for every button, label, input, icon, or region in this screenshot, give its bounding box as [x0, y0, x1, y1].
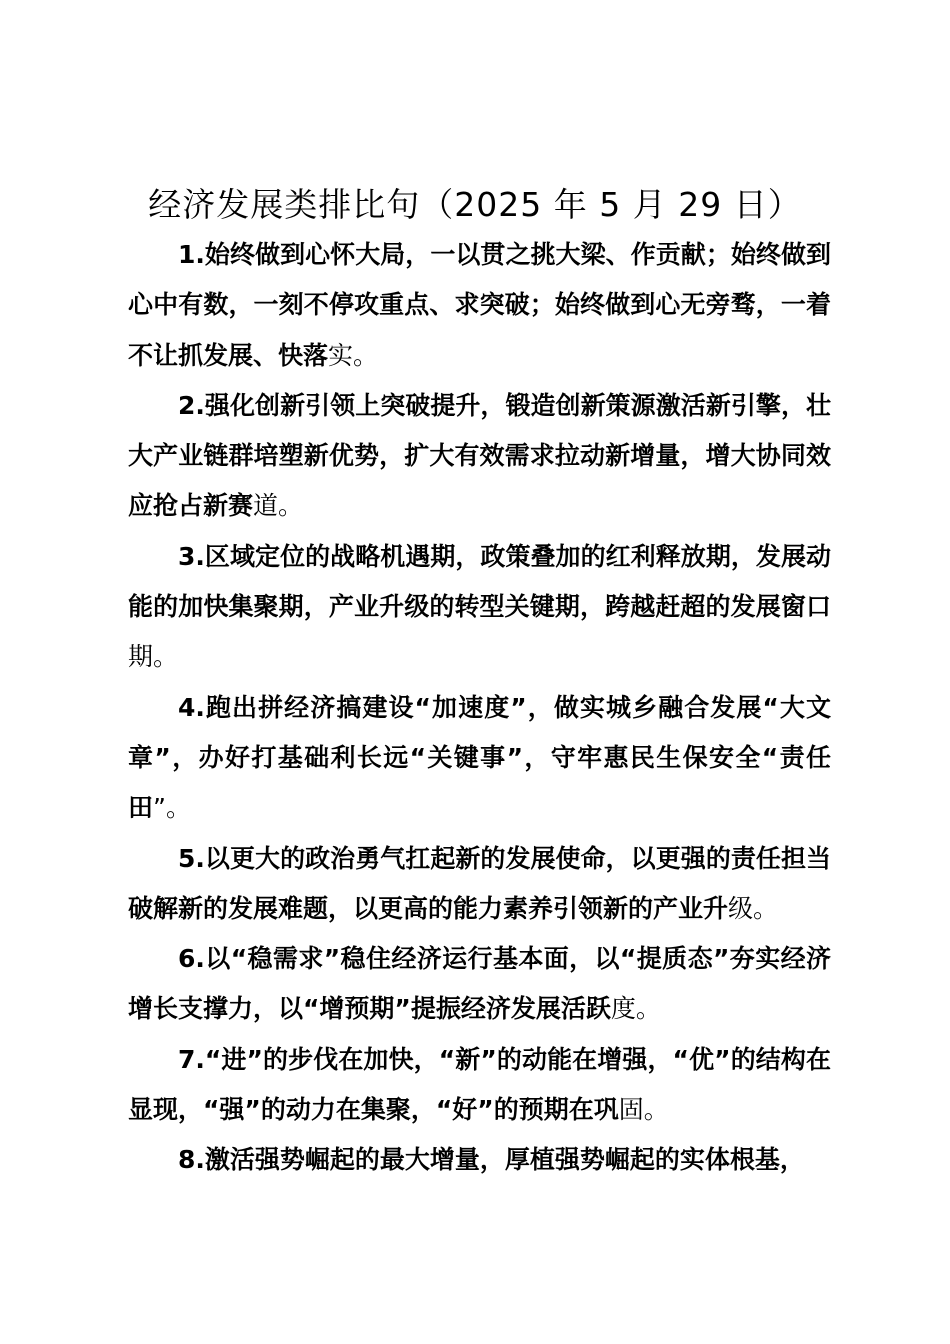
paragraph-ending: 度。 — [610, 994, 661, 1024]
paragraph-ending: 级。 — [728, 893, 779, 923]
paragraph-ending: 期。 — [128, 642, 179, 672]
paragraph-text: 1.始终做到心怀大局，一以贯之挑大梁、作贡献；始终做到心中有数，一刻不停攻重点、求突破；始终做到心无旁骛，一着不让抓发展、快落 — [128, 240, 831, 370]
document-title: 经济发展类排比句（2025 年 5 月 29 日） — [148, 185, 802, 224]
paragraph-text: 2.强化创新引领上突破提升，锻造创新策源激活新引擎，壮大产业链群培塑新优势，扩大有效需求拉动新增量，增大协同效应抢占新赛 — [128, 390, 831, 521]
document-body — [128, 230, 831, 1186]
paragraph-ending: ”。 — [153, 793, 191, 823]
paragraph-text: 6.以“稳需求”稳住经济运行基本面，以“提质态”夯实经济增长支撑力，以“增预期”提振经济发展活跃 — [128, 944, 831, 1024]
paragraph-text: 5.以更大的政治勇气扛起新的发展使命，以更强的责任担当破解新的发展难题，以更高的能力素养引领新的产业升 — [128, 843, 831, 923]
paragraph-1 — [128, 230, 831, 381]
paragraph-text: 7.“进”的步伐在加快，“新”的动能在增强，“优”的结构在显现，“强”的动力在集聚，“好”的预期在巩 — [128, 1044, 831, 1125]
paragraph-8 — [128, 1135, 831, 1185]
paragraph-text: 4.跑出拼经济搞建设“加速度”，做实城乡融合发展“大文章”，办好打基础利长远“关键事”，守牢惠民生保安全“责任田 — [128, 692, 831, 823]
paragraph-text: 8.激活强势崛起的最大增量，厚植强势崛起的实体根基， — [178, 1145, 805, 1175]
paragraph-ending: 道。 — [253, 491, 304, 521]
paragraph-text: 3.区域定位的战略机遇期，政策叠加的红利释放期，发展动能的加快集聚期，产业升级的转型关键期，跨越赶超的发展窗口 — [128, 541, 831, 622]
paragraph-2 — [128, 381, 831, 532]
paragraph-6 — [128, 934, 831, 1035]
paragraph-ending: 实。 — [328, 340, 379, 370]
paragraph-5 — [128, 834, 831, 935]
paragraph-3 — [128, 532, 831, 683]
paragraph-4 — [128, 683, 831, 834]
paragraph-ending: 固。 — [618, 1095, 669, 1125]
paragraph-7 — [128, 1035, 831, 1136]
